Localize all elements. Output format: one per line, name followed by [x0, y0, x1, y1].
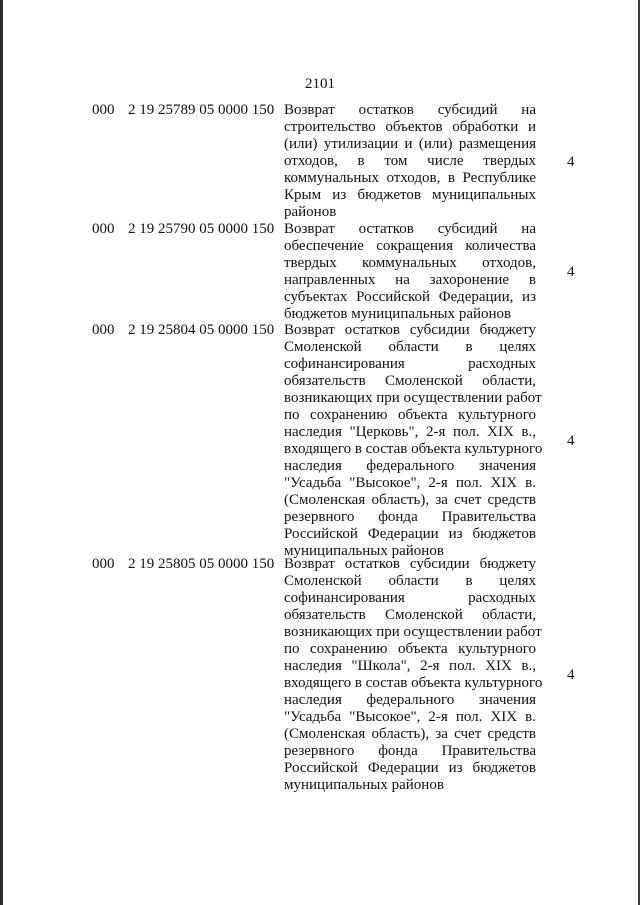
- description-line: обязательств Смоленской области,: [284, 373, 536, 389]
- admin-code: 000: [92, 102, 115, 118]
- description-line: (или) утилизации и (или) размещения: [284, 136, 536, 152]
- description-line: "Усадьба "Высокое", 2-я пол. XIX в.: [284, 475, 536, 491]
- description-line: субъектах Российской Федерации, из: [284, 289, 536, 305]
- revenue-description: [284, 556, 543, 794]
- description-line: входящего в состав объекта культурного: [284, 441, 543, 457]
- description-line: Возврат остатков субсидии бюджету: [284, 322, 536, 338]
- description-line: Российской Федерации из бюджетов: [284, 760, 536, 776]
- description-line: входящего в состав объекта культурного: [284, 675, 543, 691]
- description-line: резервного фонда Правительства: [284, 743, 536, 759]
- revenue-description: [284, 322, 543, 560]
- description-line: Возврат остатков субсидии бюджету: [284, 556, 536, 572]
- description-line: Возврат остатков субсидий на: [284, 221, 536, 237]
- scan-edge-left: [0, 0, 3, 905]
- description-line: коммунальных отходов, в Республике: [284, 170, 536, 186]
- description-line: возникающих при осуществлении работ: [284, 624, 542, 640]
- admin-code: 000: [92, 322, 115, 338]
- description-line: обеспечение сокращения количества: [284, 238, 536, 254]
- description-line: (Смоленская область), за счет средств: [284, 492, 536, 508]
- description-line: бюджетов муниципальных районов: [284, 306, 512, 322]
- description-line: отходов, в том числе твердых: [284, 153, 536, 169]
- description-line: Крым из бюджетов муниципальных: [284, 187, 536, 203]
- description-line: по сохранению объекта культурного: [284, 407, 536, 423]
- description-line: обязательств Смоленской области,: [284, 607, 536, 623]
- description-line: направленных на захоронение в: [284, 272, 536, 288]
- description-line: твердых коммунальных отходов,: [284, 255, 536, 271]
- description-line: районов: [284, 204, 337, 220]
- description-line: муниципальных районов: [284, 543, 444, 559]
- admin-code: 000: [92, 221, 115, 237]
- description-line: наследия федерального значения: [284, 458, 536, 474]
- description-line: (Смоленская область), за счет средств: [284, 726, 536, 742]
- amount-value: 4: [567, 264, 575, 280]
- budget-classification-code: 2 19 25804 05 0000 150: [128, 322, 275, 338]
- description-line: наследия "Церковь", 2-я пол. XIX в.,: [284, 424, 536, 440]
- description-line: строительство объектов обработки и: [284, 119, 536, 135]
- description-line: "Усадьба "Высокое", 2-я пол. XIX в.: [284, 709, 536, 725]
- description-line: Смоленской области в целях: [284, 573, 536, 589]
- description-line: софинансирования расходных: [284, 590, 536, 606]
- description-line: софинансирования расходных: [284, 356, 536, 372]
- revenue-description: [284, 221, 536, 323]
- budget-classification-code: 2 19 25805 05 0000 150: [128, 556, 275, 572]
- description-line: резервного фонда Правительства: [284, 509, 536, 525]
- description-line: Российской Федерации из бюджетов: [284, 526, 536, 542]
- description-line: муниципальных районов: [284, 777, 444, 793]
- description-line: Возврат остатков субсидий на: [284, 102, 536, 118]
- page-number: 2101: [305, 76, 335, 92]
- description-line: по сохранению объекта культурного: [284, 641, 536, 657]
- revenue-description: [284, 102, 536, 221]
- description-line: наследия "Школа", 2-я пол. XIX в.,: [284, 658, 536, 674]
- budget-classification-code: 2 19 25790 05 0000 150: [128, 221, 275, 237]
- description-line: возникающих при осуществлении работ: [284, 390, 542, 406]
- amount-value: 4: [567, 667, 575, 683]
- amount-value: 4: [567, 154, 575, 170]
- description-line: наследия федерального значения: [284, 692, 536, 708]
- admin-code: 000: [92, 556, 115, 572]
- description-line: Смоленской области в целях: [284, 339, 536, 355]
- budget-classification-code: 2 19 25789 05 0000 150: [128, 102, 275, 118]
- amount-value: 4: [567, 433, 575, 449]
